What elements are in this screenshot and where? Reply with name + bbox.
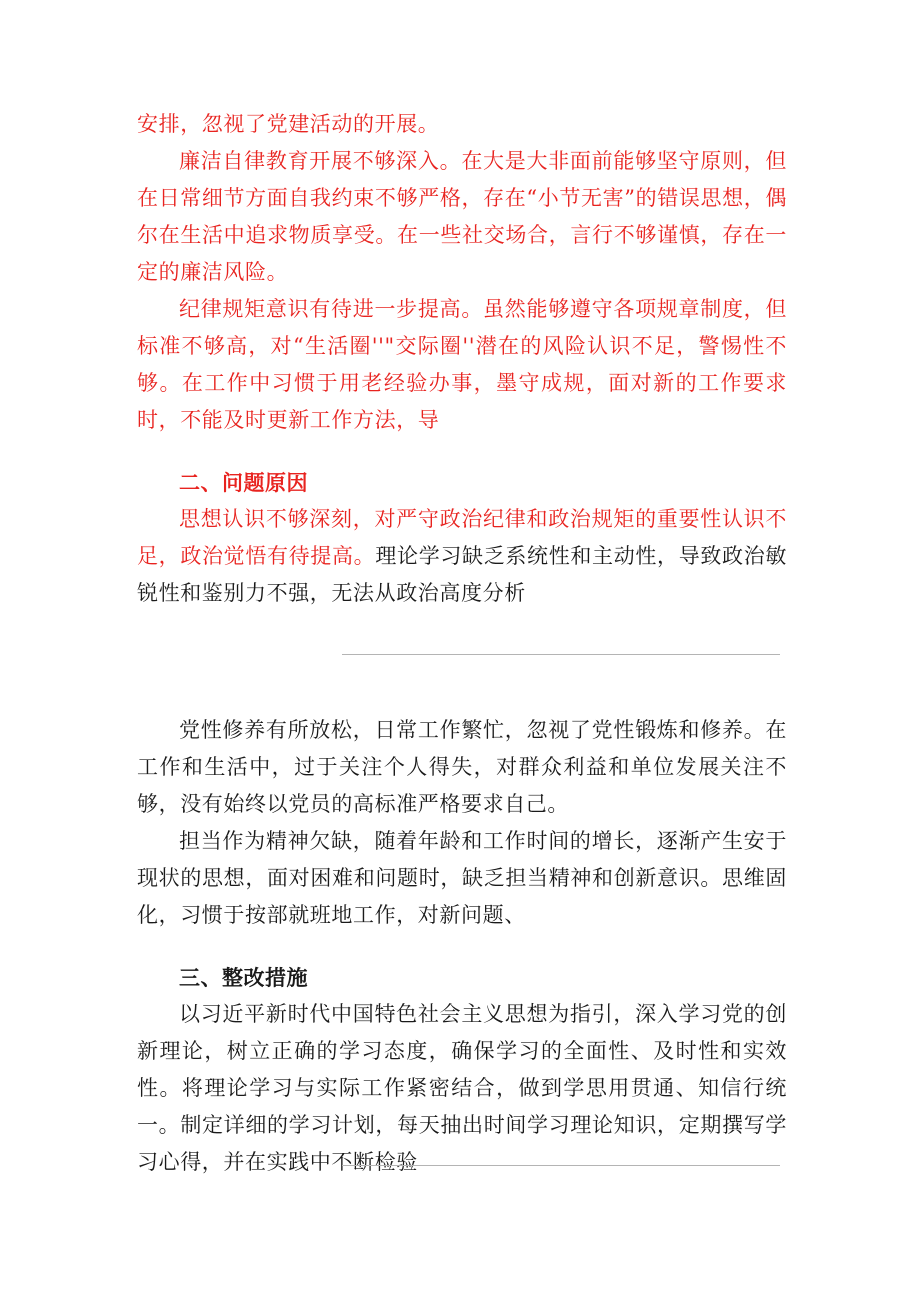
section3-heading: 三、整改措施: [179, 965, 308, 990]
section2-paragraph-thinking-red: 思想认识不够深刻，对严守政治纪律和政治规矩的重要性认识不足，政治觉悟有待提高。: [137, 507, 787, 568]
document-page: [137, 106, 787, 1181]
section3-paragraph-study: 以习近平新时代中国特色社会主义思想为指引，深入学习党的创新理论，树立正确的学习态度，确保学习的全面性、及时性和实效性。将理论学习与实际工作紧密结合，做到学思用贯通、知信行统一。制定详细的学习计划，每天抽出时间学习理论知识，定期撰写学习心得，并在实践中不断检验: [137, 1002, 787, 1174]
section1-paragraph-discipline: 纪律规矩意识有待进一步提高。虽然能够遵守各项规章制度，但标准不够高，对“生活圈''"交际圈''潜在的风险认识不足，警惕性不够。在工作中习惯于用老经验办事，墨守成规，面对新的工作要求时，不能及时更新工作方法，导: [137, 297, 787, 432]
section2-heading: 二、问题原因: [179, 470, 308, 495]
section1-tail-text: 安排，忽视了党建活动的开展。: [137, 112, 440, 136]
section1-paragraph-integrity: 廉洁自律教育开展不够深入。在大是大非面前能够坚守原则，但在日常细节方面自我约束不够严格，存在“小节无害”的错误思想，偶尔在生活中追求物质享受。在一些社交场合，言行不够谨慎，存在一定的廉洁风险。: [137, 149, 787, 284]
section2-paragraph-thinking-black: 理论学习缺乏系统性和主动性，导致政治敏锐性和鉴别力不强，无法从政治高度分析: [137, 544, 787, 605]
divider-line-2: [342, 1165, 780, 1166]
section2-paragraph-party-spirit: 党性修养有所放松，日常工作繁忙，忽视了党性锻炼和修养。在工作和生活中，过于关注个人得失，对群众利益和单位发展关注不够，没有始终以党员的高标准严格要求自己。: [137, 718, 787, 816]
section2-paragraph-thinking: [137, 501, 787, 612]
divider-line-1: [342, 654, 780, 655]
section2-paragraph-responsibility: 担当作为精神欠缺，随着年龄和工作时间的增长，逐渐产生安于现状的思想，面对困难和问题时，缺乏担当精神和创新意识。思维固化，习惯于按部就班地工作，对新问题、: [137, 829, 787, 927]
